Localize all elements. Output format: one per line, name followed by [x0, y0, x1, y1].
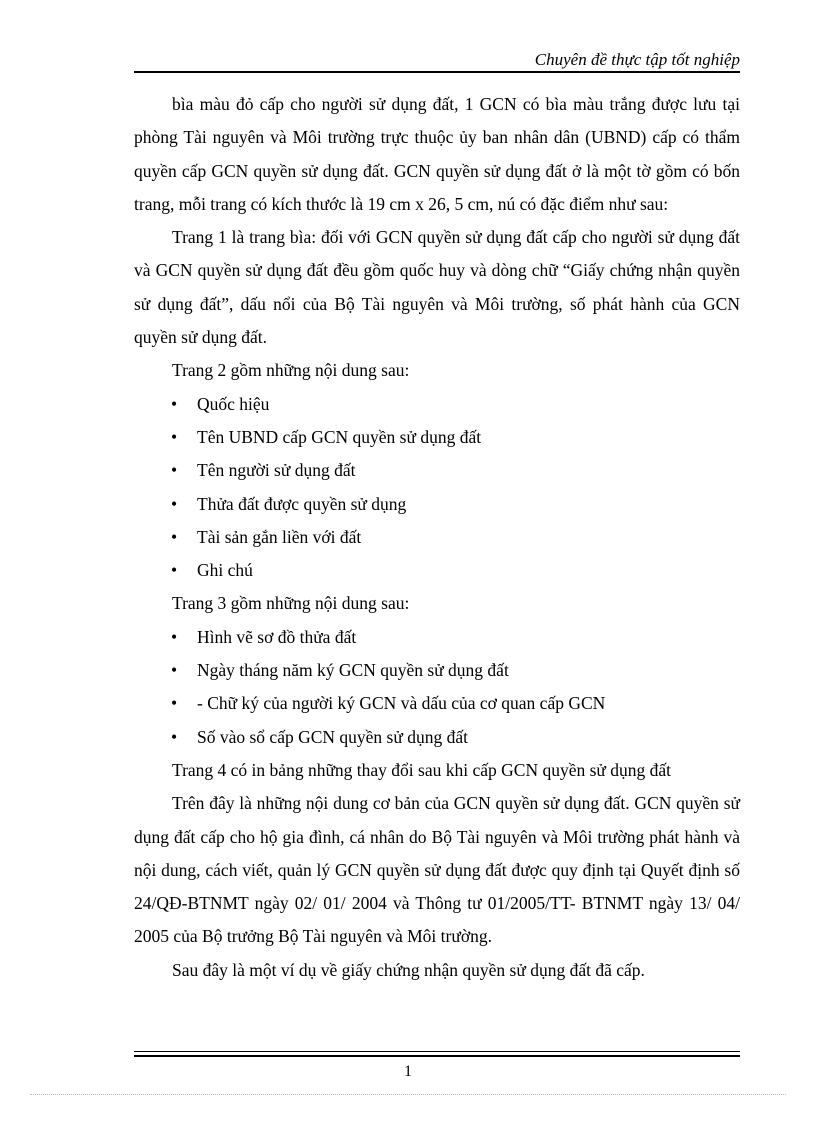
- paragraph: Trang 2 gồm những nội dung sau:: [172, 360, 410, 381]
- paragraph: Sau đây là một ví dụ về giấy chứng nhận quyền sử dụng đất đã cấp.: [172, 959, 645, 980]
- page2-contents-list: [134, 388, 740, 588]
- list-item: • Tài sản gắn liền với đất: [134, 521, 740, 554]
- page-number: 1: [404, 1063, 412, 1080]
- list-item: • - Chữ ký của người ký GCN và dấu của cơ quan cấp GCN: [134, 687, 740, 720]
- paragraph: Trên đây là những nội dung cơ bản của GCN quyền sử dụng đất. GCN quyền sử dụng đất cấp cho hộ gia đình, cá nhân do Bộ Tài nguyên và Môi trường phát hành và nội dung, cách viết, quản lý GCN quyền sử dụng đất được quy định tại Quyết định số 24/QĐ-BTNMT ngày 02/ 01/ 2004 và Thông tư 01/2005/TT- BTNMT ngày 13/ 04/ 2005 của Bộ trưởng Bộ Tài nguyên và Môi trường.: [134, 793, 740, 947]
- paragraph: Trang 3 gồm những nội dung sau:: [172, 593, 410, 614]
- header-rule: [134, 71, 740, 73]
- footer-rule: [134, 1051, 740, 1057]
- list-item: • Ngày tháng năm ký GCN quyền sử dụng đất: [134, 654, 740, 687]
- header-title: Chuyên đề thực tập tốt nghiệp: [534, 50, 740, 69]
- paragraph: bìa màu đỏ cấp cho người sử dụng đất, 1 GCN có bìa màu trắng được lưu tại phòng Tài nguyên và Môi trường trực thuộc ủy ban nhân dân (UBND) cấp có thẩm quyền cấp GCN quyền sử dụng đất. GCN quyền sử dụng đất ở là một tờ gồm có bốn trang, mỗi trang có kích thước là 19 cm x 26, 5 cm, nú có đặc điểm như sau:: [134, 94, 740, 214]
- list-item: • Tên UBND cấp GCN quyền sử dụng đất: [134, 421, 740, 454]
- list-item: • Quốc hiệu: [134, 388, 740, 421]
- paragraph: Trang 4 có in bảng những thay đổi sau khi cấp GCN quyền sử dụng đất: [172, 759, 672, 780]
- list-item: • Tên người sử dụng đất: [134, 454, 740, 487]
- document-body: [134, 88, 740, 987]
- paragraph: Trang 1 là trang bìa: đối với GCN quyền sử dụng đất cấp cho người sử dụng đất và GCN quyền sử dụng đất đều gồm quốc huy và dòng chữ “Giấy chứng nhận quyền sử dụng đất”, dấu nổi của Bộ Tài nguyên và Môi trường, số phát hành của GCN quyền sử dụng đất.: [134, 227, 740, 348]
- page-edge-divider: [30, 1094, 786, 1095]
- list-item: • Số vào sổ cấp GCN quyền sử dụng đất: [134, 721, 740, 754]
- list-item: • Ghi chú: [134, 554, 740, 587]
- page3-contents-list: [134, 621, 740, 754]
- list-item: • Thửa đất được quyền sử dụng: [134, 488, 740, 521]
- list-item: • Hình vẽ sơ đồ thửa đất: [134, 621, 740, 654]
